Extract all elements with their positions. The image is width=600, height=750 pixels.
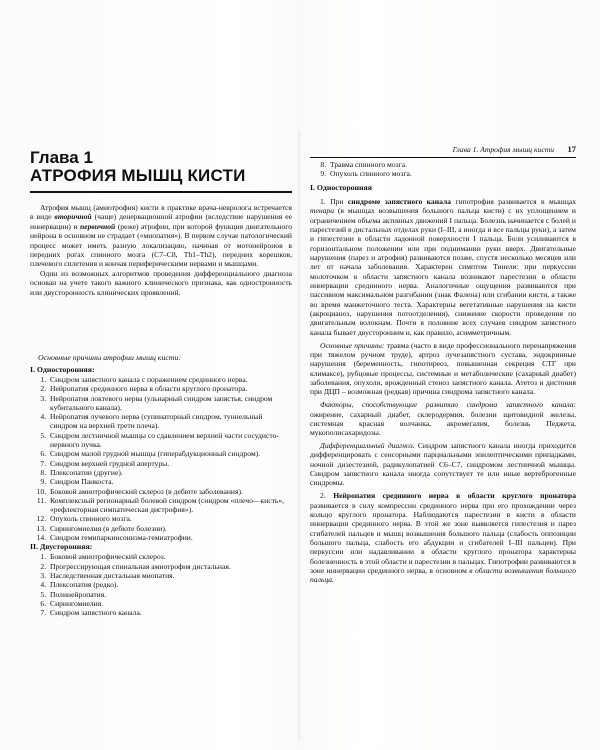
main-causes-paragraph <box>310 341 576 397</box>
list-item: 9. Синдром Панкоста. <box>48 477 292 486</box>
section-2-title: II. Двусторонняя: <box>30 542 93 552</box>
intro-p1-a: Атрофия мышц (амиотрофия) кисти в практике врача-невролога встречается в виде <box>30 203 292 222</box>
p2-text: травма (часто в виде профессионального перенапряжения при тяжелом ручном труде), артроз лучезапястного сустава, эндокринные нарушения (беременность, гипотиреоз, повышенная секреция СТГ при климаксе), рубцовые процессы, системные и метаболические (сахарный диабет) заболевания, опухоли, врожденный стеноз запястного канала. Атетоз и дистония при ДЦП – возможная (редкая) причина синдрома запястного канала. <box>310 340 576 397</box>
list-item: 6. Синдром малой грудной мышцы (гиперабдукционный синдром). <box>48 449 292 458</box>
p2-label: Основные причины: <box>320 340 385 350</box>
list-item: 3. Наследственная дистальная миопатия. <box>48 571 292 580</box>
list-item: 14. Синдром гемипаркинсонизма-гемиатрофии. <box>48 533 292 542</box>
causes-heading: Основные причины атрофии мышц кисти: <box>38 353 181 362</box>
differential-diagnosis-paragraph <box>310 441 576 488</box>
intro-text <box>30 203 292 297</box>
risk-factors-paragraph <box>310 400 576 437</box>
intro-paragraph-1 <box>30 203 292 269</box>
list-item: 8. Травма спинного мозга. <box>328 160 594 169</box>
intro-p1-c: (чаще) денервационной атрофии (вследствие нарушения ее иннервации) и <box>30 212 292 231</box>
intro-p1-secondary: вторичной <box>54 212 92 222</box>
p5-term: Нейропатия срединного нерва в области круглого пронатора <box>333 491 576 501</box>
list-item: 4. Нейропатия лучевого нерва (супинаторный синдром, туннельный синдром на верхней трети плеча). <box>48 412 292 431</box>
list-item: 1. Боковой амиотрофический склероз. <box>48 552 292 561</box>
list-item: 11. Комплексный регионарный болевой синдром (синдром «плечо—кисть», «рефлекторная симпатическая дистрофия»). <box>48 496 292 515</box>
p1-c: гипотрофия развивается в мышцах <box>451 197 577 206</box>
list-item: 2. Нейропатия срединного нерва в области круглого пронатора. <box>48 384 292 393</box>
list-item: 12. Опухоль спинного мозга. <box>48 514 292 523</box>
right-body <box>310 183 576 588</box>
list-item: 7. Синдром запястного канала. <box>48 608 292 617</box>
page-number: 17 <box>567 144 576 154</box>
intro-p1-e: (реже) атрофии, при которой функция двигательного нейрона в основном не страдает («миопатия»). В первом случае патологический процесс может иметь разную локализацию, начиная от мотонейронов в передних рогах спинного мозга (C7–C8, Th1–Th2), передних корешков, плечевого сплетения и кончая периферическими нервами и мышцами. <box>30 221 292 269</box>
pronator-paragraph <box>310 491 576 584</box>
p5-d: в области возвышения большого пальца. <box>310 566 576 585</box>
p1-a: 1. При <box>320 197 348 206</box>
p1-e: (в мышцах возвышения большого пальца кисти) с их уплощением и ограничением объема активных движений I пальца. Болезнь начинается с болей и парестезий в дистальных отделах руки (I–III, а иногда и все пальцы руки), а затем и гипестезии в области ладонной поверхности I пальца. Боли усиливаются в горизонтальном положении или при поднимании руки вверх. Двигательные нарушения (парез и атрофия) развиваются позже, спустя несколько месяцев или лет от начала заболевания. Характерен симптом Тинеля: при перкуссии молоточком в области запястного канала возникают парестезии в области иннервации срединного нерва. Аналогичные ощущения развиваются при пассивном максимальном разгибании (знак Фалена) или сгибании кисти, а также во время манжеточного теста. Характерны вегетативные нарушения на кисти (акроцианоз, нарушения потоотделения), снижение скорости проведения по двигательным волокнам. Почти в половине всех случаев синдром запястного канала бывает двусторонним и, как правило, асимметричным. <box>310 206 576 337</box>
section-1-title: I. Односторонняя: <box>30 365 95 374</box>
p4-text: Синдром запястного канала иногда приходится дифференцировать с сенсорными парциальными эпилептическими припадками, ночной дизестезией, радикулопатией C6–C7, синдромом лестничной мышцы. Синдром запястного канала иногда сопутствует те или иные вертеброгенные синдромы. <box>310 441 577 488</box>
carpal-tunnel-paragraph <box>310 197 576 337</box>
list-item: 7. Синдром верхней грудной апертуры. <box>48 459 292 468</box>
list-item: 5. Полинейропатия. <box>48 590 292 599</box>
list-item: 6. Сирингомиелия. <box>48 599 292 608</box>
list-item: 5. Синдром лестничной мышцы со сдавлением верхней части сосудисто-нервного пучка. <box>48 431 292 450</box>
running-head-title: Глава 1. Атрофия мышц кисти <box>452 145 554 154</box>
causes-block <box>30 353 292 617</box>
p1-term: синдроме запястного канала <box>347 197 452 206</box>
list-item: 9. Опухоль спинного мозга. <box>328 169 594 178</box>
list-item: 10. Боковой амиотрофический склероз (в дебюте заболевания). <box>48 487 292 496</box>
list-item: 13. Сирингомиелия (в дебюте болезни). <box>48 524 292 533</box>
chapter-title: АТРОФИЯ МЫШЦ КИСТИ <box>30 166 292 193</box>
list-item: 3. Нейропатия локтевого нерва (ульнарный синдром запястья, синдром кубитального канала). <box>48 394 292 413</box>
chapter-label: Глава 1 <box>30 148 93 167</box>
list-item: 4. Плексопатия (редко). <box>48 580 292 589</box>
right-section-title: I. Односторонняя <box>310 183 372 192</box>
intro-p1-primary: первичной <box>80 221 116 231</box>
p4-label: Дифференциальный диагноз. <box>320 441 415 451</box>
intro-paragraph-2: Один из возможных алгоритмов проведения дифференциального диагноза основан на учете такого важного клинического признака, как одностронность или двусторонность клинических проявлений. <box>30 268 292 297</box>
section-2-list <box>30 552 292 617</box>
p5-a: 2. <box>320 491 334 501</box>
p3-text: ожирение, сахарный диабет, склеродермия, болезни щитовидной железы, системная красная волчанка, акромегалия, болезнь Педжета, мукополисахаридозы. <box>310 409 576 438</box>
running-header <box>310 143 576 158</box>
book-gutter <box>298 130 302 740</box>
p5-c: развивается в силу компрессии срединного нерва при его прохождении через кольцо круглого пронатора. Наблюдаются парестезии в кисти в области иннервации срединного нерва. В этой же зоне выявляется гипестезия и парез сгибателей пальцев и мышц возвышения большого пальца (слабость оппозиции большого пальца, слабость его абдукции и сгибателей I–III пальцев). При перкуссии или надавливании в области круглого пронатора характерны болезненность в этой области и парестезии в пальцах. Гипотрофии развиваются в зоне иннервации срединного нерва, в основном <box>310 500 576 576</box>
section-1-list <box>30 375 292 542</box>
list-item: 8. Плексопатии (другие). <box>48 468 292 477</box>
p3-label: Факторы, способствующие развитию синдрома запястного канала: <box>320 400 576 410</box>
continued-list <box>310 160 594 179</box>
list-item: 2. Прогрессирующая спинальная амиотрофия дистальная. <box>48 562 292 571</box>
list-item: 1. Синдром запястного канала с поражением срединного нерва. <box>48 375 292 384</box>
p1-thenar: тенара <box>310 206 335 216</box>
